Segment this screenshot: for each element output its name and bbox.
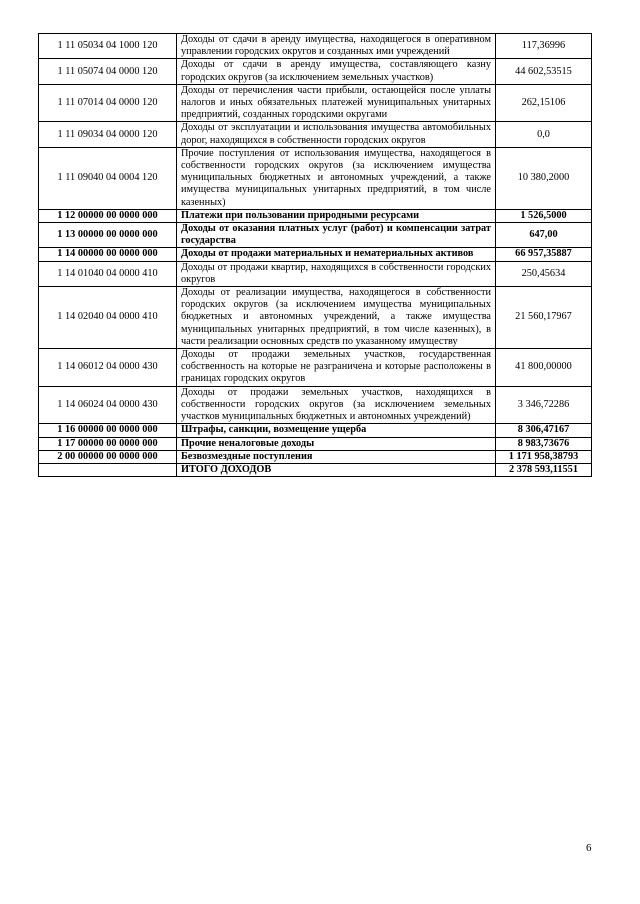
classification-code-cell: 2 00 00000 00 0000 000 (39, 450, 177, 463)
classification-code-cell (39, 463, 177, 476)
revenue-description-cell: Доходы от сдачи в аренду имущества, составляющего казну городских округов (за исключением земельных участков) (177, 59, 496, 84)
classification-code-cell: 1 14 00000 00 0000 000 (39, 248, 177, 261)
table-row (39, 84, 592, 122)
table-row (39, 209, 592, 222)
table-row (39, 261, 592, 286)
amount-cell: 21 560,17967 (496, 287, 592, 349)
classification-code-cell: 1 14 06012 04 0000 430 (39, 349, 177, 387)
revenue-description-cell: Прочие неналоговые доходы (177, 437, 496, 450)
revenue-description-cell: Доходы от продажи квартир, находящихся в собственности городских округов (177, 261, 496, 286)
classification-code-cell: 1 11 09034 04 0000 120 (39, 122, 177, 147)
amount-cell: 1 171 958,38793 (496, 450, 592, 463)
amount-cell: 44 602,53515 (496, 59, 592, 84)
classification-code-cell: 1 16 00000 00 0000 000 (39, 424, 177, 437)
classification-code-cell: 1 12 00000 00 0000 000 (39, 209, 177, 222)
table-row (39, 147, 592, 209)
classification-code-cell: 1 13 00000 00 0000 000 (39, 223, 177, 248)
amount-cell: 0,0 (496, 122, 592, 147)
table-row (39, 349, 592, 387)
revenue-description-cell: Платежи при пользовании природными ресурсами (177, 209, 496, 222)
page-number: 6 (586, 842, 592, 854)
table-row (39, 450, 592, 463)
amount-cell: 66 957,35887 (496, 248, 592, 261)
table-row (39, 223, 592, 248)
revenue-description-cell: Доходы от реализации имущества, находящегося в собственности городских округов (за исключением имущества муниципальных бюджетных и автономных учреждений, а также имущества муниципальных унитарных предприятий, в том числе казенных), в части реализации основных средств по указанному имуществу (177, 287, 496, 349)
classification-code-cell: 1 11 05034 04 1000 120 (39, 34, 177, 59)
classification-code-cell: 1 17 00000 00 0000 000 (39, 437, 177, 450)
revenue-description-cell: Доходы от эксплуатации и использования имущества автомобильных дорог, находящихся в собственности городских округов (177, 122, 496, 147)
amount-cell: 1 526,5000 (496, 209, 592, 222)
revenue-description-cell: ИТОГО ДОХОДОВ (177, 463, 496, 476)
revenue-description-cell: Доходы от сдачи в аренду имущества, находящегося в оперативном управлении городских округов и созданных ими учреждений (177, 34, 496, 59)
table-row (39, 59, 592, 84)
amount-cell: 8 306,47167 (496, 424, 592, 437)
revenue-description-cell: Доходы от продажи материальных и нематериальных активов (177, 248, 496, 261)
classification-code-cell: 1 11 05074 04 0000 120 (39, 59, 177, 84)
amount-cell: 262,15106 (496, 84, 592, 122)
amount-cell: 3 346,72286 (496, 386, 592, 424)
table-row (39, 34, 592, 59)
amount-cell: 8 983,73676 (496, 437, 592, 450)
classification-code-cell: 1 14 01040 04 0000 410 (39, 261, 177, 286)
revenue-table-body (39, 34, 592, 477)
revenue-description-cell: Доходы от продажи земельных участков, государственная собственность на которые не разграничена и которые расположены в границах городских округов (177, 349, 496, 387)
revenue-description-cell: Доходы от перечисления части прибыли, остающейся после уплаты налогов и иных обязательных платежей муниципальных унитарных предприятий, созданных городскими округами (177, 84, 496, 122)
amount-cell: 41 800,00000 (496, 349, 592, 387)
amount-cell: 250,45634 (496, 261, 592, 286)
revenue-description-cell: Прочие поступления от использования имущества, находящегося в собственности городских округов (за исключением имущества муниципальных бюджетных и автономных учреждений, а также имущества муниципальных унитарных предприятий, в том числе казенных) (177, 147, 496, 209)
amount-cell: 117,36996 (496, 34, 592, 59)
revenue-description-cell: Безвозмездные поступления (177, 450, 496, 463)
amount-cell: 10 380,2000 (496, 147, 592, 209)
classification-code-cell: 1 14 06024 04 0000 430 (39, 386, 177, 424)
table-row (39, 122, 592, 147)
table-row (39, 463, 592, 476)
classification-code-cell: 1 11 09040 04 0004 120 (39, 147, 177, 209)
revenue-description-cell: Доходы от оказания платных услуг (работ) и компенсации затрат государства (177, 223, 496, 248)
revenue-description-cell: Доходы от продажи земельных участков, находящихся в собственности городских округов (за исключением земельных участков муниципальных бюджетных и автономных учреждений) (177, 386, 496, 424)
table-row (39, 424, 592, 437)
classification-code-cell: 1 14 02040 04 0000 410 (39, 287, 177, 349)
table-row (39, 248, 592, 261)
amount-cell: 647,00 (496, 223, 592, 248)
revenue-table (38, 33, 592, 477)
classification-code-cell: 1 11 07014 04 0000 120 (39, 84, 177, 122)
revenue-description-cell: Штрафы, санкции, возмещение ущерба (177, 424, 496, 437)
table-row (39, 437, 592, 450)
table-row (39, 287, 592, 349)
table-row (39, 386, 592, 424)
amount-cell: 2 378 593,11551 (496, 463, 592, 476)
